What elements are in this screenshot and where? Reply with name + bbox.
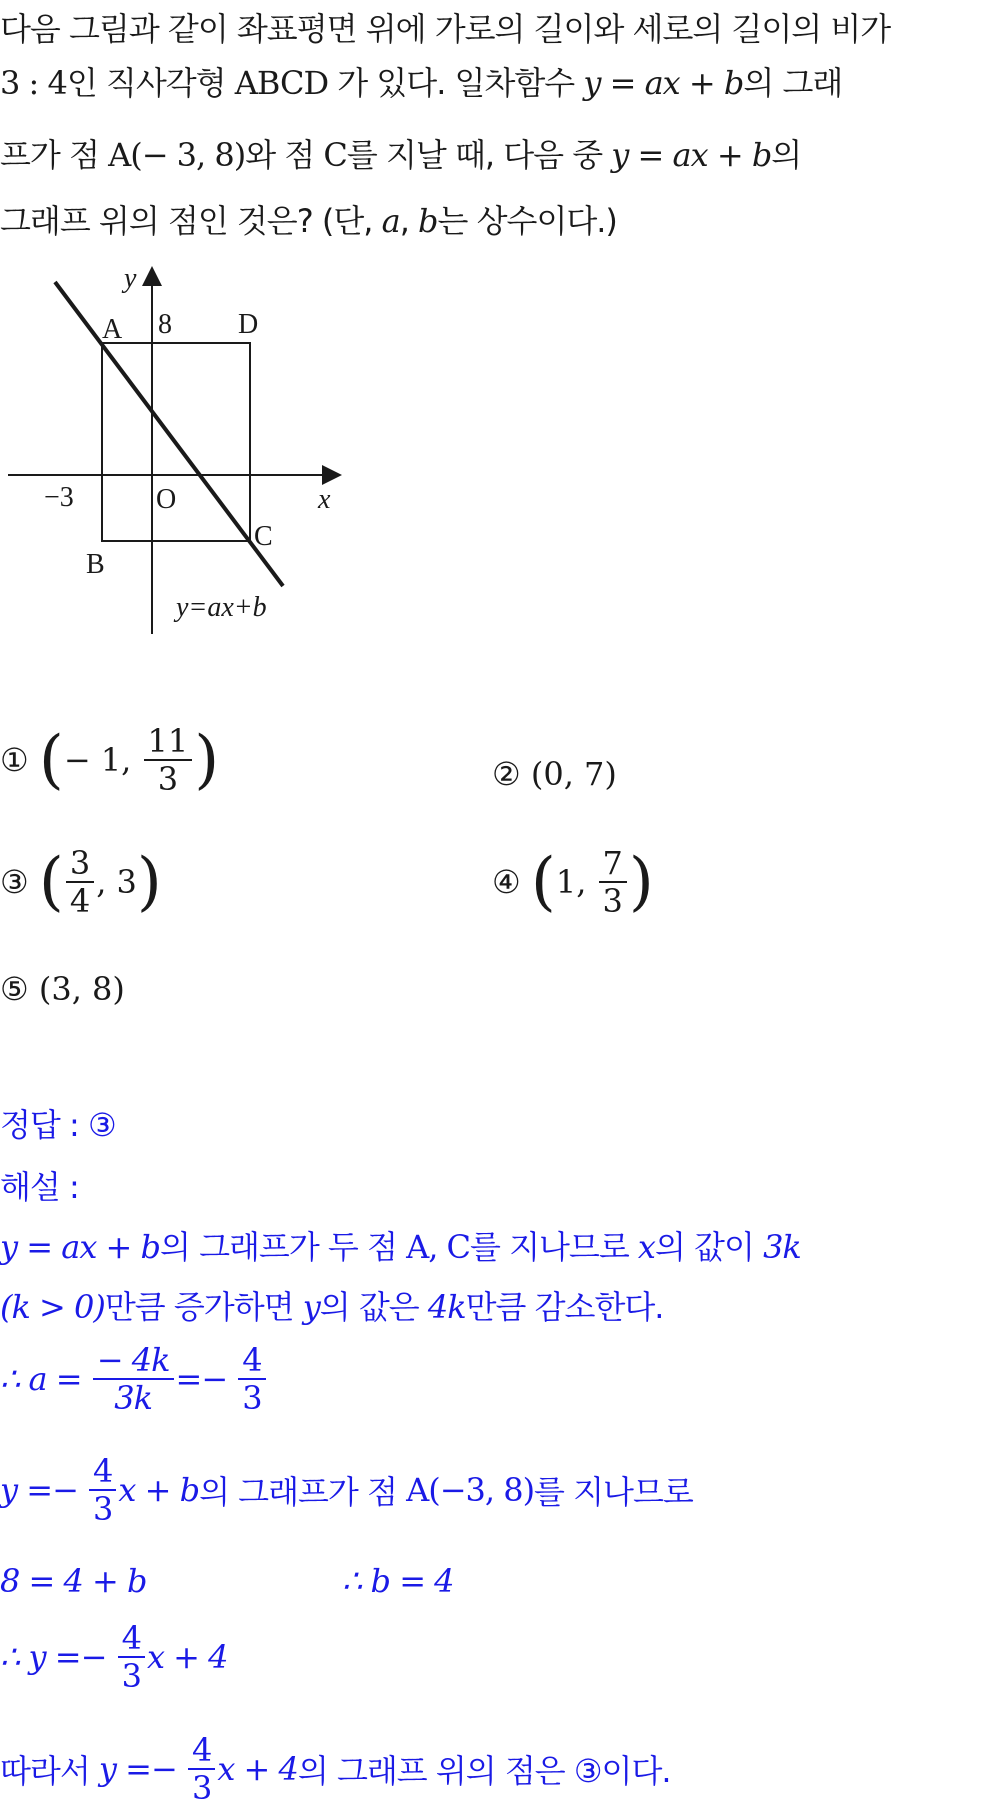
- question-line-3: 프가 점 A(− 3, 8)와 점 C를 지날 때, 다음 중 y = ax + b의: [0, 136, 802, 174]
- origin-label: O: [156, 484, 177, 515]
- solution-line-1: y = ax + b의 그래프가 두 점 A, C를 지나므로 x의 값이 3k: [0, 1228, 801, 1266]
- solution-line-3: ∴ a = $\frac{- 4k}{3k}$ =− $\frac{4}{3}$: [0, 1342, 268, 1416]
- choice-1[interactable]: ① (− 1, $\frac{11}{3}$ ): [0, 722, 220, 798]
- choice-3-fraction: $\frac{3}{4}$: [66, 845, 94, 919]
- slope-fraction: $\frac{- 4k}{3k}$: [93, 1342, 174, 1416]
- solution-line-2: (k > 0)만큼 증가하면 y의 값은 4k만큼 감소한다.: [0, 1288, 664, 1326]
- choice-3[interactable]: ③ ( $\frac{3}{4}$ , 3): [0, 844, 162, 920]
- point-b-label: B: [86, 549, 105, 580]
- y-axis-label: y: [124, 263, 137, 294]
- solution-line-7: 따라서 y =− $\frac{4}{3}$ x + 4의 그래프 위의 점은 ③이다.: [0, 1731, 671, 1807]
- choice-2[interactable]: ② (0, 7): [492, 755, 617, 793]
- solution-line-6: ∴ y =− $\frac{4}{3}$ x + 4: [0, 1619, 228, 1695]
- question-line-4: 그래프 위의 점인 것은? (단, a, b는 상수이다.): [0, 202, 617, 240]
- coordinate-figure: [0, 255, 360, 645]
- question-line-1: 다음 그림과 같이 좌표평면 위에 가로의 길이와 세로의 길이의 비가: [0, 10, 891, 48]
- point-a-label: A: [102, 314, 123, 345]
- line4-fraction: $\frac{4}{3}$: [89, 1453, 116, 1527]
- point-c-label: C: [254, 521, 273, 552]
- choice-4-fraction: $\frac{7}{3}$: [599, 845, 627, 919]
- x-axis-label: x: [318, 484, 331, 515]
- point-d-label: D: [238, 309, 259, 340]
- solution-line-4: y =− $\frac{4}{3}$ x + b의 그래프가 점 A(−3, 8)를 지나므로: [0, 1452, 693, 1528]
- choice-4[interactable]: ④ (1, $\frac{7}{3}$ ): [492, 844, 654, 920]
- solution-line-5b: ∴ b = 4: [342, 1562, 454, 1600]
- solution-line-5a: 8 = 4 + b: [0, 1562, 147, 1600]
- explanation-label: 해설 :: [0, 1168, 79, 1206]
- question-line-2: 3 : 4인 직사각형 ABCD 가 있다. 일차함수 y = ax + b의 그래: [0, 64, 843, 102]
- slope-result-fraction: $\frac{4}{3}$: [238, 1342, 265, 1416]
- line6-fraction: $\frac{4}{3}$: [118, 1620, 145, 1694]
- answer-label: 정답 : ③: [0, 1106, 116, 1144]
- choice-1-fraction: $\frac{11}{3}$: [144, 723, 193, 797]
- line-label: y=ax+b: [176, 592, 267, 623]
- tick-neg3: −3: [44, 482, 74, 513]
- choice-5[interactable]: ⑤ (3, 8): [0, 970, 125, 1008]
- line7-fraction: $\frac{4}{3}$: [188, 1732, 215, 1806]
- tick-8: 8: [158, 309, 172, 340]
